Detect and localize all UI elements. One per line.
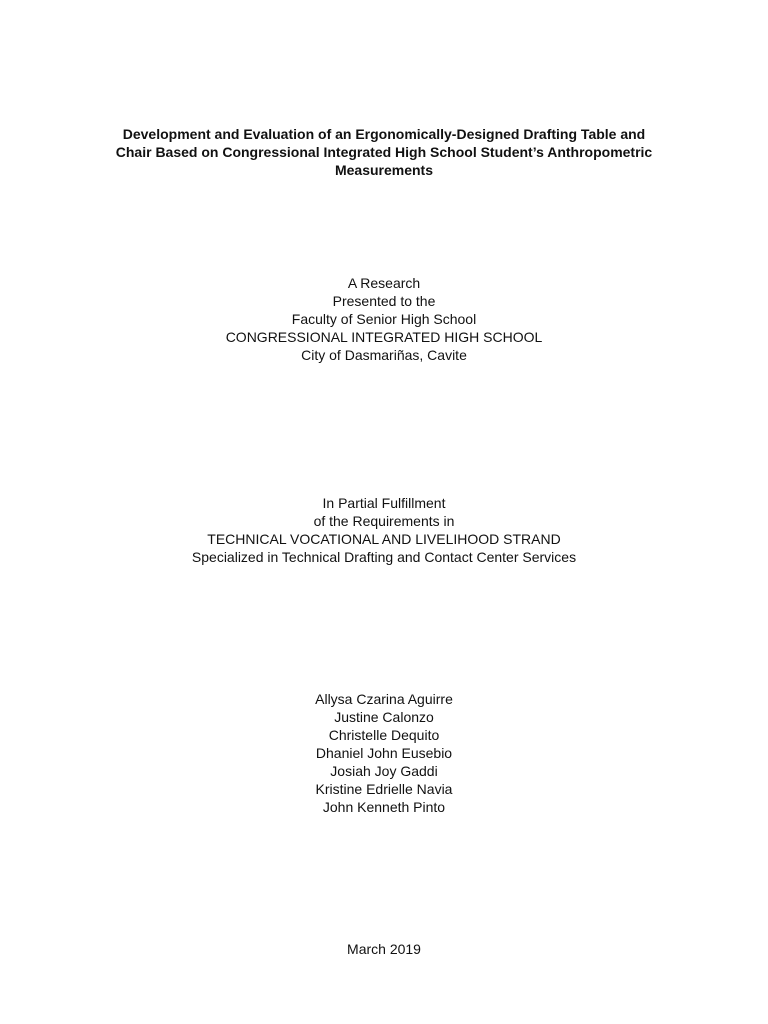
author-name: Kristine Edrielle Navia bbox=[315, 781, 453, 797]
title-line: Measurements bbox=[334, 162, 434, 178]
submission-date bbox=[0, 940, 768, 958]
author-name: Allysa Czarina Aguirre bbox=[315, 691, 453, 707]
author-name: Josiah Joy Gaddi bbox=[330, 763, 438, 779]
title-line: Chair Based on Congressional Integrated High School Student’s Anthropometric bbox=[115, 144, 653, 160]
specialization: Specialized in Technical Drafting and Contact Center Services bbox=[191, 549, 577, 565]
presentation-line: A Research bbox=[347, 275, 421, 291]
fulfillment-line: of the Requirements in bbox=[313, 513, 455, 529]
school-location: City of Dasmariñas, Cavite bbox=[301, 347, 467, 363]
author-name: John Kenneth Pinto bbox=[322, 799, 446, 815]
presentation-line: Presented to the bbox=[332, 293, 436, 309]
author-name: Dhaniel John Eusebio bbox=[315, 745, 453, 761]
research-title bbox=[0, 125, 768, 179]
date-text: March 2019 bbox=[347, 941, 421, 957]
presentation-block bbox=[0, 274, 768, 364]
fulfillment-block bbox=[0, 494, 768, 566]
title-line: Development and Evaluation of an Ergonomically-Designed Drafting Table and bbox=[122, 126, 646, 142]
school-name: CONGRESSIONAL INTEGRATED HIGH SCHOOL bbox=[225, 329, 543, 345]
author-name: Justine Calonzo bbox=[334, 709, 434, 725]
fulfillment-line: In Partial Fulfillment bbox=[322, 495, 446, 511]
author-name: Christelle Dequito bbox=[328, 727, 440, 743]
strand-name: TECHNICAL VOCATIONAL AND LIVELIHOOD STRAND bbox=[207, 531, 561, 547]
author-list bbox=[0, 690, 768, 816]
presentation-line: Faculty of Senior High School bbox=[291, 311, 477, 327]
